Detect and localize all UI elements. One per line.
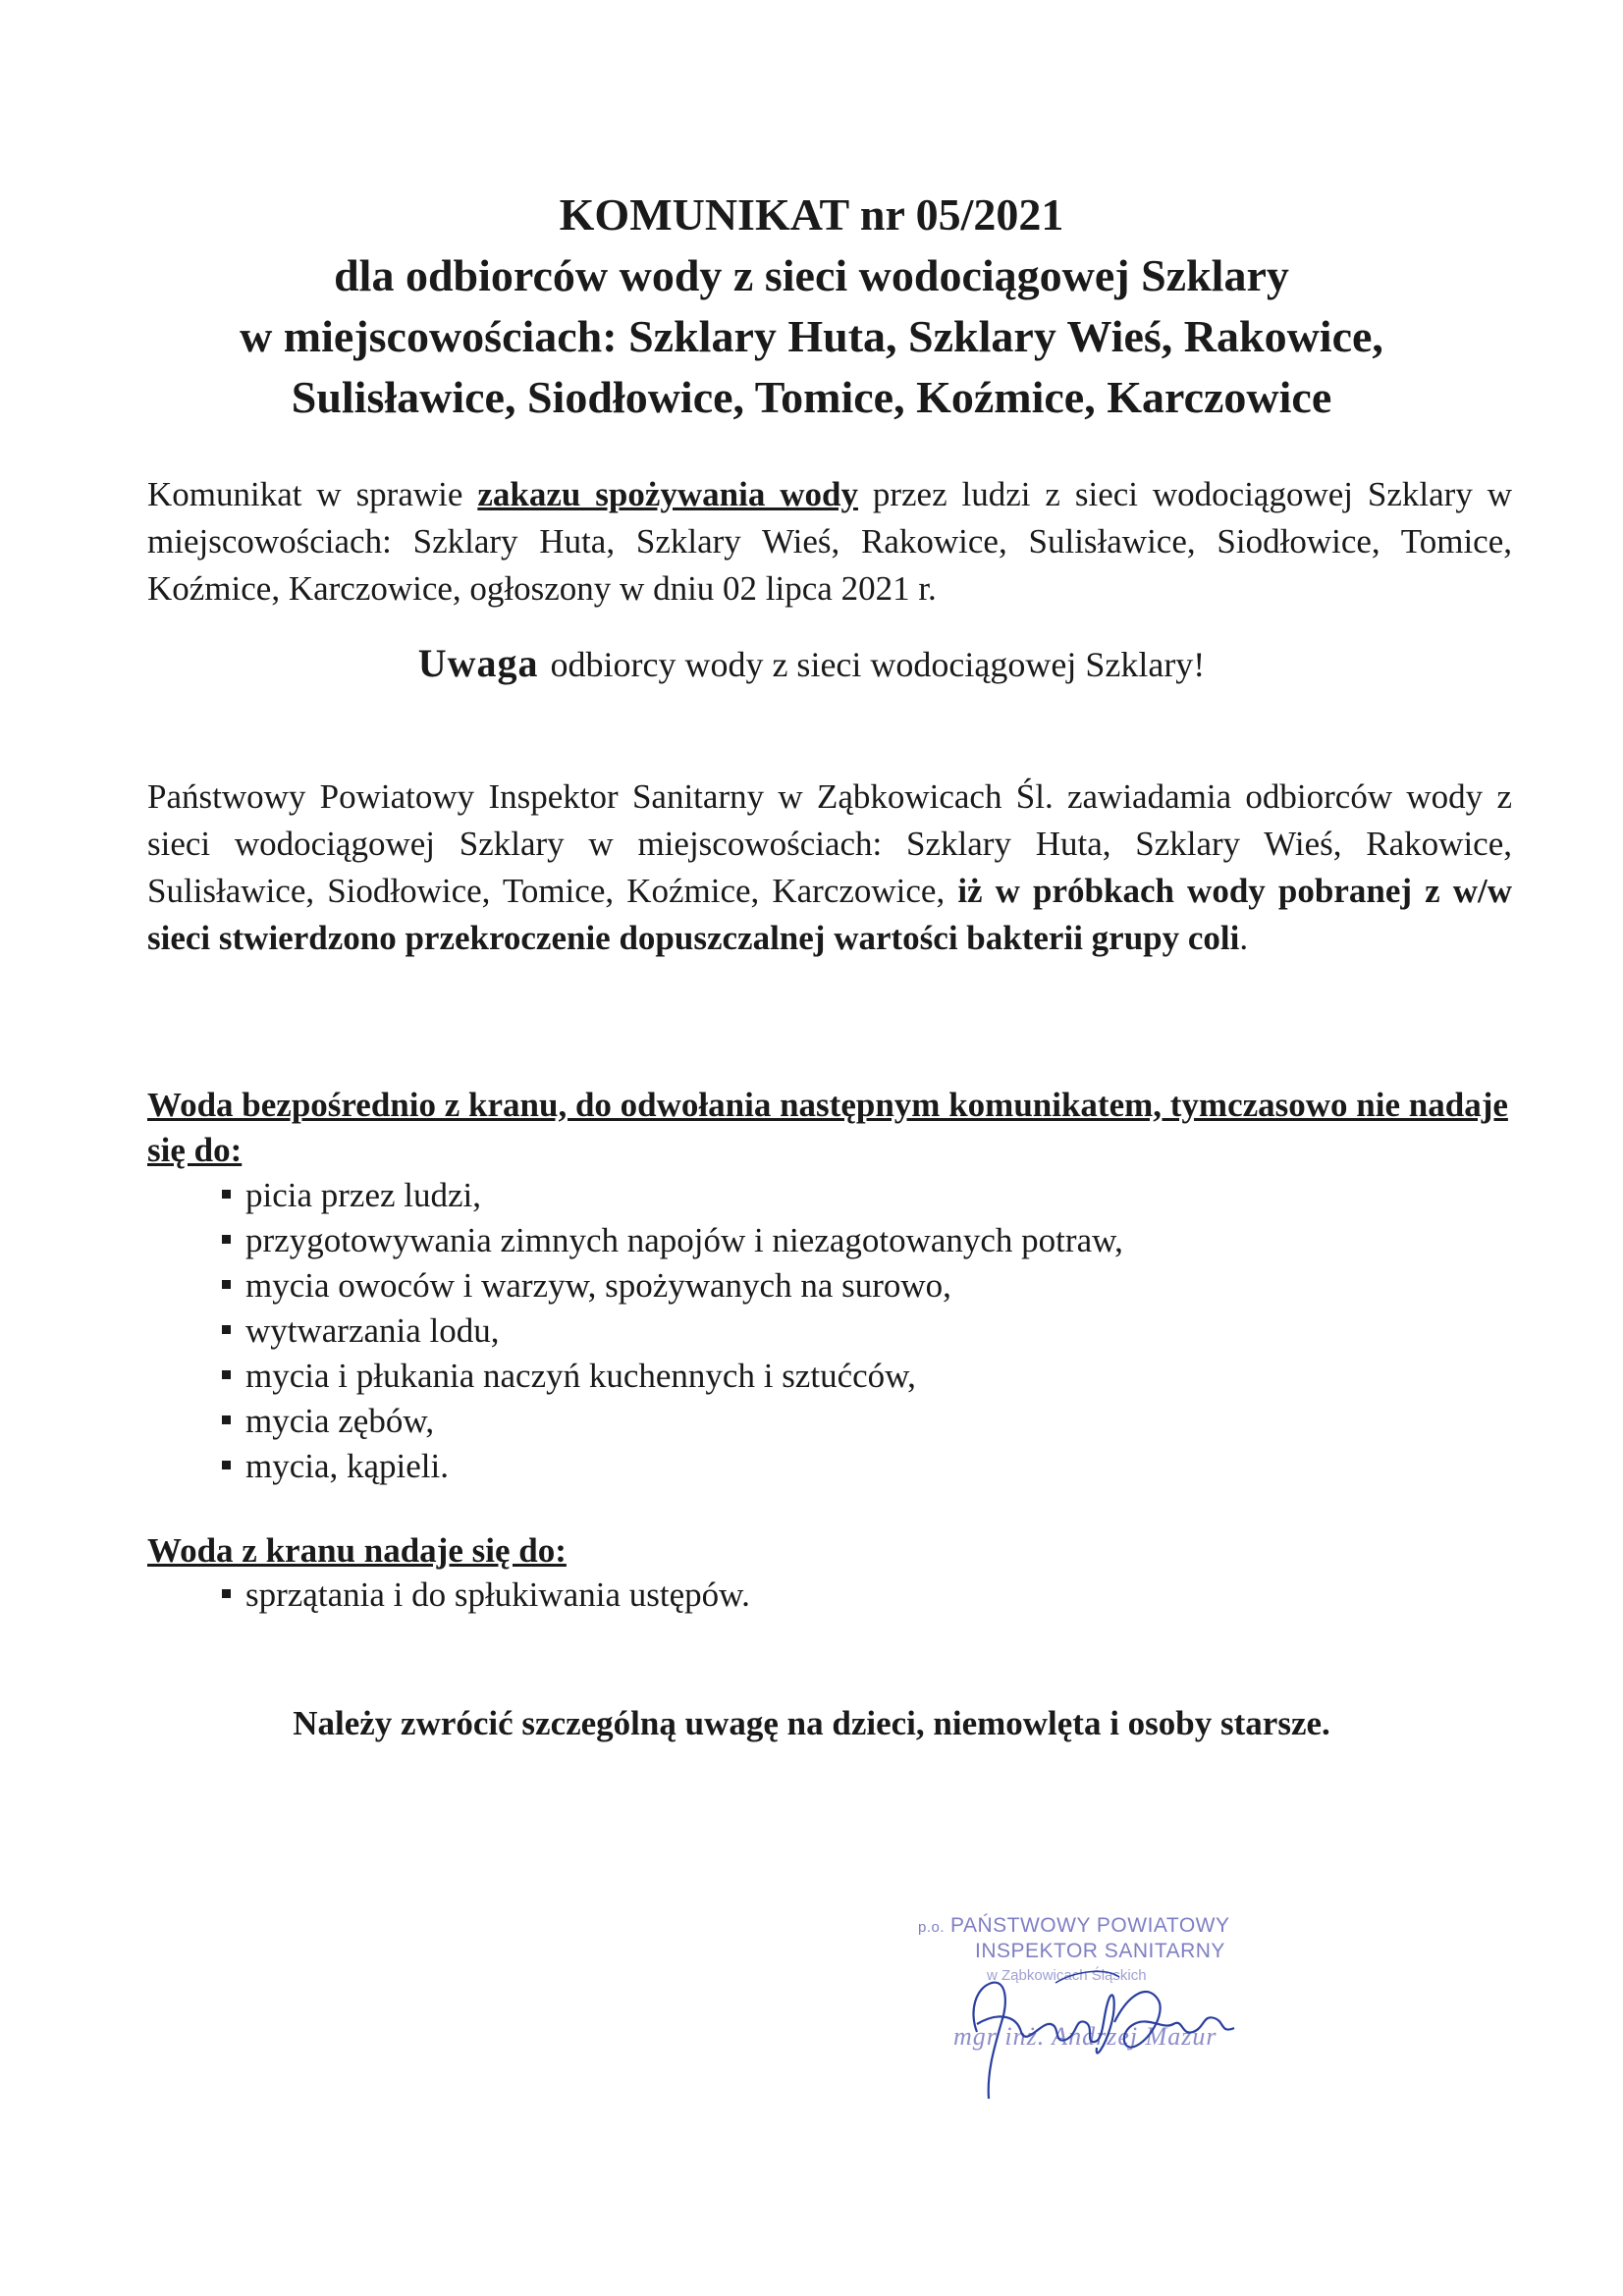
list-item-text: mycia, kąpieli. [245, 1447, 450, 1485]
list-item [218, 1573, 750, 1618]
list-item-text: mycia i płukania naczyń kuchennych i sztućców, [245, 1357, 916, 1395]
stamp-line-1 [918, 1914, 1229, 1938]
stamp-line-2: INSPEKTOR SANITARNY [975, 1940, 1225, 1962]
title-line-4: Sulisławice, Siodłowice, Tomice, Koźmice, Karczowice [291, 372, 1332, 422]
footer-note: Należy zwrócić szczególną uwagę na dzieci, niemowlęta i osoby starsze. [293, 1704, 1330, 1742]
list-item [218, 1263, 1123, 1308]
intro-text-pre: Komunikat w sprawie [147, 475, 478, 513]
unsuitable-list [218, 1173, 1123, 1489]
document-title [98, 185, 1525, 428]
intro-text-post: przez ludzi z sieci wodociągowej Szklary w miejscowościach: Szklary Huta, Szklary Wieś, Rakowice, Sulisławice, Siodłowice, Tomice, Koźmice, Karczowice, ogłoszony w dniu 02 lipca 2021 r. [147, 475, 1513, 608]
list-item-text: przygotowywania zimnych napojów i niezagotowanych potraw, [245, 1221, 1123, 1259]
notice-text: Państwowy Powiatowy Inspektor Sanitarny w Ząbkowicach Śl. zawiadamia odbiorców wody z sieci wodociągowej Szklary w miejscowościach: Szklary Huta, Szklary Wieś, Rakowice, Sulisławice, Siodłowice, Tomice, Koźmice, Karczowice, [147, 777, 1512, 910]
list-item-text: sprzątania i do spłukiwania ustępów. [245, 1575, 750, 1614]
suitable-heading: Woda z kranu nadaje się do: [147, 1531, 567, 1570]
list-item-text: mycia zębów, [245, 1402, 435, 1440]
bullet-square-icon [222, 1415, 231, 1424]
warning-text: odbiorcy wody z sieci wodociągowej Szklary! [550, 645, 1206, 684]
bullet-square-icon [222, 1325, 231, 1334]
suitable-list [218, 1573, 750, 1618]
bullet-square-icon [222, 1589, 231, 1598]
handwritten-signature-icon [947, 1953, 1242, 2101]
notice-paragraph [147, 774, 1512, 962]
warning-label: Uwaga [417, 641, 539, 685]
bullet-square-icon [222, 1461, 231, 1469]
list-item [218, 1399, 1123, 1444]
intro-emphasis: zakazu spożywania wody [477, 475, 858, 513]
warning-line [98, 640, 1525, 688]
notice-end: . [1239, 919, 1249, 957]
stamp-name: mgr inż. Andrzej Mazur [953, 2022, 1217, 2051]
stamp-line-3: w Ząbkowicach Śląskich [987, 1967, 1147, 1984]
title-line-1: KOMUNIKAT nr 05/2021 [559, 189, 1064, 240]
bullet-square-icon [222, 1190, 231, 1199]
stamp-prefix: p.o. [918, 1919, 946, 1936]
title-line-2: dla odbiorców wody z sieci wodociągowej Szklary [334, 250, 1289, 300]
title-line-3: w miejscowościach: Szklary Huta, Szklary Wieś, Rakowice, [240, 311, 1383, 361]
list-item-text: wytwarzania lodu, [245, 1311, 500, 1350]
list-item [218, 1308, 1123, 1354]
list-item [218, 1218, 1123, 1263]
bullet-square-icon [222, 1370, 231, 1379]
intro-paragraph [147, 471, 1512, 613]
unsuitable-heading: Woda bezpośrednio z kranu, do odwołania następnym komunikatem, tymczasowo nie nadaje się do: [147, 1086, 1508, 1169]
official-stamp [889, 1914, 1301, 2081]
stamp-line-1-text: PAŃSTWOWY POWIATOWY [950, 1914, 1230, 1937]
notice-bold-text: iż w próbkach wody pobranej z w/w sieci stwierdzono przekroczenie dopuszczalnej wartości bakterii grupy coli [147, 872, 1512, 957]
bullet-square-icon [222, 1280, 231, 1289]
list-item [218, 1173, 1123, 1218]
list-item [218, 1444, 1123, 1489]
list-item [218, 1354, 1123, 1399]
list-item-text: picia przez ludzi, [245, 1176, 482, 1214]
list-item-text: mycia owoców i warzyw, spożywanych na surowo, [245, 1266, 951, 1305]
bullet-square-icon [222, 1235, 231, 1244]
